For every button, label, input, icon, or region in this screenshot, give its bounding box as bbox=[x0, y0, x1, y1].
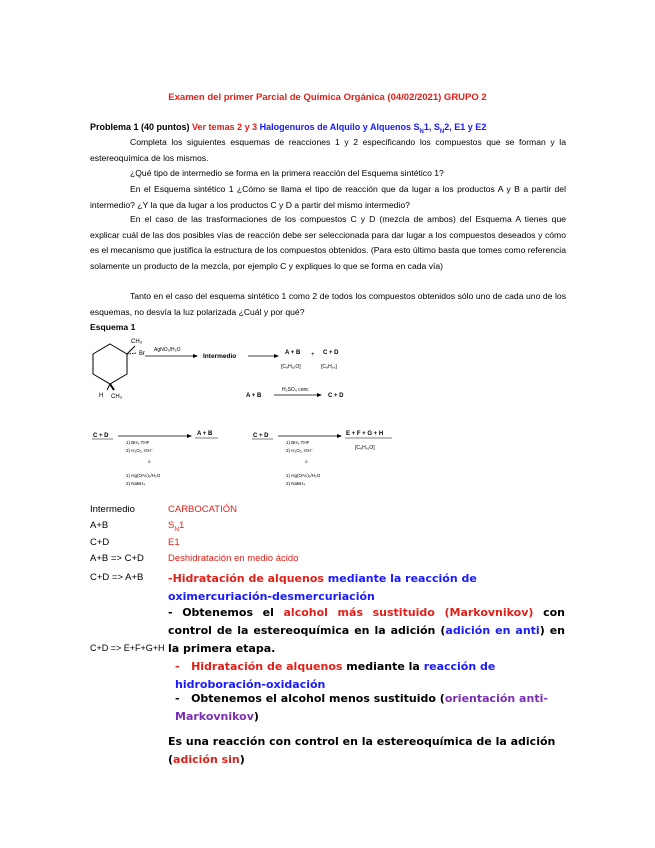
answer-intermedio-value: CARBOCATIÓN bbox=[168, 504, 237, 515]
hg2-right: 2) NaBH₄ bbox=[286, 481, 306, 486]
hg2-left: 2) NaBH₄ bbox=[126, 481, 146, 486]
hidratacion-2: Hidratación de alquenos bbox=[191, 660, 343, 673]
page-title: Examen del primer Parcial de Química Orgánica (04/02/2021) GRUPO 2 bbox=[168, 92, 487, 103]
arrowhead-2 bbox=[274, 354, 279, 358]
o-left: o bbox=[148, 459, 151, 464]
sn1-sub: N bbox=[419, 128, 424, 135]
cyclohexane-ring bbox=[93, 344, 127, 384]
control-2: Es una reacción con control en la estereoquímica de la adición ( bbox=[168, 735, 556, 766]
hb1-right: 1) BH₃.THF bbox=[286, 440, 310, 445]
hg1-right: 1) Hg(OAc)₂/H₂O bbox=[286, 473, 321, 478]
cd-end: C + D bbox=[328, 393, 344, 399]
dash-2: - bbox=[175, 660, 180, 673]
ab-product: A + B bbox=[285, 350, 301, 356]
ch3-top-label: CH₃ bbox=[131, 339, 143, 345]
dash-3: - bbox=[175, 692, 180, 705]
adicion-anti: adición en anti bbox=[445, 624, 540, 637]
methyl-bond-top bbox=[127, 346, 135, 354]
answer-cd-ab-label: C+D => A+B bbox=[90, 572, 144, 583]
cd-product: C + D bbox=[323, 350, 339, 356]
hb2-right: 2) H₂O₂, OH⁻ bbox=[286, 448, 314, 453]
sn2-base: S bbox=[433, 122, 440, 132]
o-right: o bbox=[305, 459, 308, 464]
answer-anti-markovnikov bbox=[175, 690, 565, 726]
close-paren: ) bbox=[253, 710, 259, 723]
paragraph-3: En el Esquema sintético 1 ¿Cómo se llama el tipo de reacción que da lugar a los productos A y B a partir del intermedio? ¿Y la que da lugar a los productos C y D a partir del mismo intermedio? bbox=[90, 184, 566, 210]
close-paren-2: ) bbox=[239, 753, 245, 766]
anti-markovnikov: orientación anti-Markovnikov bbox=[175, 692, 548, 723]
reaction-scheme bbox=[85, 332, 405, 492]
formula-efgh: [C₈H₁₆O] bbox=[355, 445, 375, 451]
primera-etapa: ) en la primera etapa. bbox=[168, 624, 566, 655]
hb1-left: 1) BH₃.THF bbox=[126, 440, 150, 445]
sn2-sub: N bbox=[439, 128, 445, 135]
alcohol-mas-sustituido: alcohol más sustituido (Markovnikov) bbox=[283, 606, 534, 619]
sn1-answer-end: 1 bbox=[179, 520, 185, 531]
mediante-la: mediante la bbox=[346, 660, 420, 673]
topic-text: Halogenuros de Alquilo y Alquenos bbox=[259, 122, 411, 132]
answer-cd-efgh-label: C+D => E+F+G+H bbox=[90, 643, 165, 653]
answer-ab-cd-value: Deshidratación en medio ácido bbox=[168, 553, 299, 564]
reagent-agno3: AgNO₃/H₂O bbox=[154, 347, 181, 353]
dash-1: - bbox=[168, 572, 173, 585]
obtenemos-1: - Obtenemos el bbox=[168, 606, 274, 619]
sn1-end: 1 bbox=[423, 122, 429, 132]
answer-markovnikov bbox=[168, 604, 565, 658]
comma-1: , bbox=[428, 122, 432, 132]
ch3-bottom-label: CH₃ bbox=[111, 394, 123, 400]
answer-syn-addition bbox=[168, 733, 565, 769]
topic-tail: E1 y E2 bbox=[454, 122, 487, 132]
comma-2: , bbox=[449, 122, 452, 132]
intermedio-label: Intermedio bbox=[203, 353, 237, 360]
hb2-left: 2) H₂O₂, OH⁻ bbox=[126, 448, 154, 453]
control-1: con control de la estereoquímica en la adición ( bbox=[168, 606, 565, 637]
arrowhead-3 bbox=[317, 393, 322, 397]
hidratacion-1: Hidratación de alquenos bbox=[172, 572, 324, 585]
answer-intermedio-label: Intermedio bbox=[90, 504, 135, 515]
br-label: Br bbox=[139, 351, 145, 357]
answer-ab-cd-label: A+B => C+D bbox=[90, 553, 144, 564]
right-start: C + D bbox=[253, 433, 269, 439]
answer-cd-label: C+D bbox=[90, 537, 110, 548]
oximercuriacion: mediante la reacción de oximercuriación-desmercuriación bbox=[168, 572, 477, 603]
arrowhead-1 bbox=[193, 354, 198, 358]
sn1-base: S bbox=[413, 122, 420, 132]
arrowhead-4 bbox=[187, 434, 192, 438]
problem-label: Problema 1 (40 puntos) bbox=[90, 122, 190, 132]
left-end: A + B bbox=[197, 431, 213, 437]
paragraph-4: En el caso de las trasformaciones de los compuestos C y D (mezcla de ambos) del Esquema A tienes que explicar cuál de las dos posibles vías de reacción debe ser seleccionada para dar lugar a los compuestos deseados y cómo es el mecanismo que justifica la estructura de los compuestos obtenidos. (Para esto último basta que tomes como referencia solamente un producto de la mezcla, por ejemplo C y expliques lo que se forma en cada vía) bbox=[90, 214, 566, 271]
sn1-answer-sub: N bbox=[174, 525, 180, 533]
adicion-sin: adición sin bbox=[173, 753, 240, 766]
answer-oximercuriation bbox=[168, 570, 565, 606]
answer-cd-value: E1 bbox=[168, 537, 180, 548]
paragraph-5: Tanto en el caso del esquema sintético 1 como 2 de todos los compuestos obtenidos sólo uno de cada uno de los esquemas, no desvía la luz polarizada ¿Cuál y por qué? bbox=[90, 291, 566, 317]
sn2-end: 2 bbox=[444, 122, 450, 132]
answer-hydroboration bbox=[175, 658, 565, 694]
left-start: C + D bbox=[93, 433, 109, 439]
paragraph-1: Completa los siguientes esquemas de reacciones 1 y 2 especificando los compuestos que se forman y la estereoquímica de los mismos. bbox=[90, 137, 566, 163]
ab-start: A + B bbox=[246, 393, 262, 399]
ver-temas: Ver temas 2 y 3 bbox=[192, 122, 258, 132]
sn1-answer-base: S bbox=[168, 520, 175, 531]
obtenemos-2: Obtenemos el alcohol menos sustituido ( bbox=[191, 692, 445, 705]
scheme-label: Esquema 1 bbox=[90, 322, 136, 332]
hg1-left: 1) Hg(OAc)₂/H₂O bbox=[126, 473, 161, 478]
reagent-h2so4: H₂SO₄ conc bbox=[282, 387, 309, 393]
formula-cd: [C₈H₁₄] bbox=[321, 364, 337, 370]
hidroboracion: reacción de hidroboración-oxidación bbox=[175, 660, 496, 691]
right-end: E + F + G + H bbox=[346, 431, 384, 437]
arrowhead-5 bbox=[337, 434, 342, 438]
formula-ab: [C₈H₁₆O] bbox=[281, 364, 301, 370]
methyl-bond-bottom bbox=[110, 384, 114, 390]
paragraph-2: ¿Qué tipo de intermedio se forma en la primera reacción del Esquema sintético 1? bbox=[130, 168, 444, 178]
answer-ab-value bbox=[168, 520, 184, 533]
plus-sign: + bbox=[311, 352, 315, 358]
h-label: H bbox=[99, 393, 104, 399]
answer-ab-label: A+B bbox=[90, 520, 109, 531]
problem-topic bbox=[259, 122, 487, 135]
